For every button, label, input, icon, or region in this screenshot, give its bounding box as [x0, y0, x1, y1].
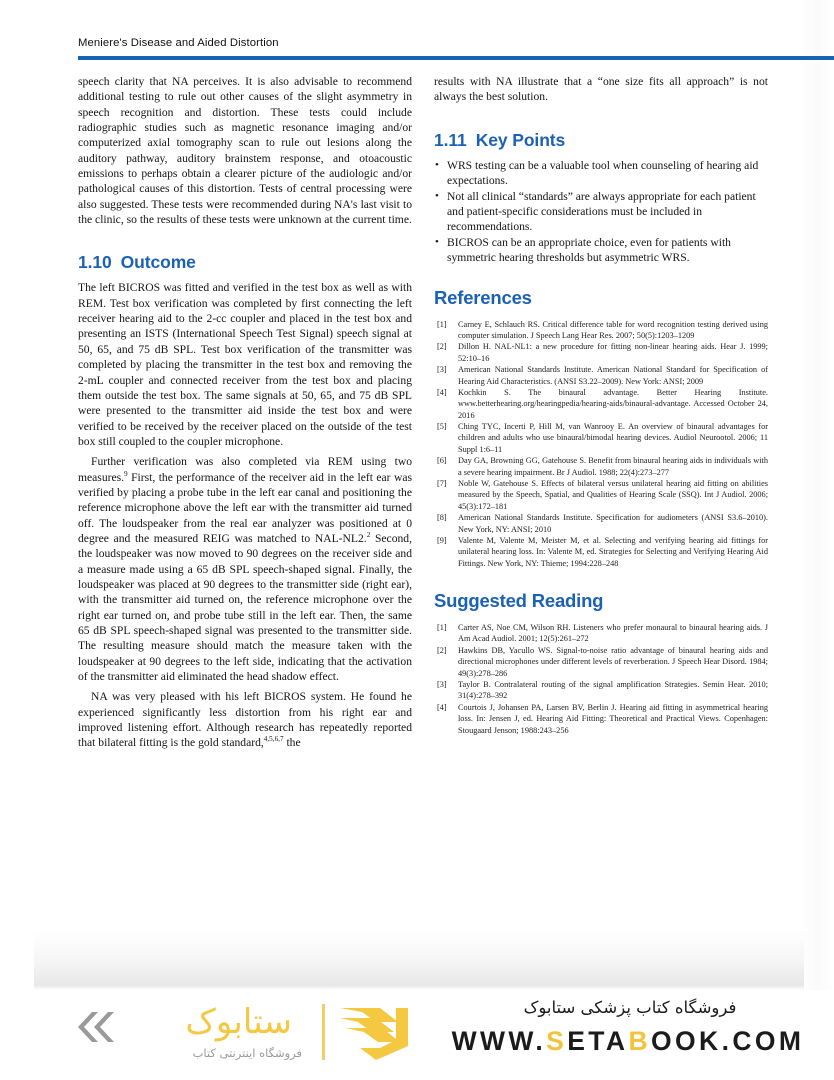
url-letter-s: S — [546, 1026, 568, 1056]
url-prefix: WWW. — [451, 1026, 547, 1056]
site-url — [430, 1026, 826, 1057]
spacer — [434, 266, 768, 286]
section-number: 1.10 — [78, 252, 112, 273]
left-column — [78, 74, 412, 751]
reference-number: [2] — [437, 342, 447, 352]
reference-text: Valente M, Valente M, Meister M, et al. Selecting and verifying hearing aid fittings for unilateral hearing loss. In: Valente M, ed. Strategies for Selecting and Verifying Hearing Aid Fittings. New York, NY: Thieme; 1994:228–248 — [458, 536, 768, 568]
logo-divider — [322, 1004, 325, 1060]
reference-item — [434, 478, 768, 511]
reference-text: Carney E, Schlauch RS. Critical difference table for word recognition testing derived using computer simulation. J Speech Lang Hear Res. 2007; 50(5):1203–1209 — [458, 319, 768, 340]
reference-text: Kochkin S. The binaural advantage. Better Hearing Institute. www.betterhearing.org/hearingpedia/hearing-aids/binaural-advantage. Accessed October 24, 2016 — [458, 388, 768, 420]
page-scan-shadow — [34, 930, 804, 990]
running-head-text: Meniere's Disease and Aided Distortion — [78, 37, 279, 49]
reference-number: [2] — [437, 646, 447, 656]
section-number: 1.11 — [434, 129, 467, 150]
double-chevron-icon — [72, 1010, 116, 1044]
reference-text: Noble W, Gatehouse S. Effects of bilateral versus unilateral hearing aid fitting on abilities measured by the Speech, Spatial, and Qualities of Hearing Scale (SSQ). Int J Audiol. 2006; 45(3):172–181 — [458, 479, 768, 511]
list-item: • WRS testing can be a valuable tool when counseling of hearing aid expectations. — [434, 158, 768, 189]
paragraph-outcome-2 — [78, 454, 412, 684]
spacer — [434, 151, 768, 158]
reference-number: [4] — [437, 703, 447, 713]
running-head — [78, 36, 818, 50]
reference-text: Dillon H. NAL-NL1: a new procedure for fitting non-linear hearing aids. Hear J. 1999; 52:10–16 — [458, 342, 768, 363]
reference-number: [9] — [437, 536, 447, 546]
header-rule — [78, 56, 834, 60]
setabook-s-mark-icon — [336, 1006, 416, 1062]
right-column — [434, 74, 768, 736]
para3-text-b: the — [283, 736, 301, 750]
list-item: • Not all clinical “standards” are always appropriate for each patient and patient-specific considerations must be included in recommendations. — [434, 189, 768, 235]
reference-item — [434, 455, 768, 477]
reference-number: [1] — [437, 319, 447, 329]
logo-subtitle: فروشگاه اینترنتی کتاب — [192, 1046, 302, 1060]
spacer — [78, 227, 412, 251]
setabook-logo — [72, 998, 402, 1074]
paragraph-continued: speech clarity that NA perceives. It is also advisable to recommend additional testing to rule out other causes of the slight asymmetry in speech recognition and distortion. These tests could include radiographic studies such as magnetic resonance imaging and/or computerized axial tomography scan to rule out lesions along the auditory pathway, auditory brainstem response, and otoacoustic emissions to perhaps obtain a clearer picture of the audiologic and/or pathological causes of this distortion. Tests of central processing were also suggested. These tests were recommended during NA's last visit to the clinic, so the results of these tests were unknown at the current time. — [78, 75, 412, 227]
para3-text-a: NA was very pleased with his left BICROS system. He found he experienced significantly less distortion from his right ear and improved listening effort. Although research has repeatedly reported that bilateral fitting is the gold standard, — [78, 690, 412, 750]
url-suffix: OOK.COM — [651, 1026, 805, 1056]
site-tagline: فروشگاه کتاب پزشکی ستابوک — [523, 998, 737, 1017]
reference-item — [434, 702, 768, 735]
spacer — [434, 612, 768, 622]
section-heading-outcome — [78, 251, 412, 273]
reference-number: [5] — [437, 422, 447, 432]
reference-number: [4] — [437, 388, 447, 398]
reference-number: [1] — [437, 623, 447, 633]
reference-text: American National Standards Institute. American National Standard for Specification of Hearing Aid Characteristics. (ANSI S3.22–2009). New York: ANSI; 2009 — [458, 365, 768, 386]
reference-item — [434, 679, 768, 701]
paragraph-continued-right: results with NA illustrate that a “one size fits all approach” is not always the best solution. — [434, 75, 768, 104]
reference-text: Ching TYC, Incerti P, Hill M, van Wanrooy E. An overview of binaural advantages for children and adults who use binaural/bimodal hearing devices. Audiol Neurootol. 2006; 11 Suppl 1:6–11 — [458, 422, 768, 454]
suggested-reading-list — [434, 622, 768, 735]
spacer — [434, 309, 768, 319]
reference-text: Day GA, Browning GG, Gatehouse S. Benefit from binaural hearing aids in individuals with a severe hearing impairment. Br J Audiol. 1988; 22(4):273–277 — [458, 456, 768, 477]
paragraph-outcome-1: The left BICROS was fitted and verified in the test box as well as with REM. Test box verification was completed by first connecting the left receiver hearing aid to the 2-cc coupler and placed in the test box and presenting an ISTS (International Speech Test Signal) speech signal at 50, 65, and 75 dB SPL. Test box verification of the transmitter was completed by placing the transmitter in the test box and removing the 2-mL coupler and connected receiver from the test box and placing them outside the test box. The same signals at 50, 65, and 75 dB SPL were presented to the transmitter aid inside the test box and were verified to be received by the receiver placed on the outside of the test box still coupled to the coupler microphone. — [78, 281, 412, 448]
section-heading-key-points — [434, 129, 768, 151]
reference-item — [434, 364, 768, 386]
spacer — [434, 569, 768, 589]
reference-item — [434, 319, 768, 341]
reference-number: [3] — [437, 680, 447, 690]
reference-text: American National Standards Institute. Specification for audiometers (ANSI S3.6–2010). New York, NY: ANSI; 2010 — [458, 513, 768, 534]
section-title: Outcome — [120, 252, 196, 273]
references-list — [434, 319, 768, 569]
footnote-ref-9: 9 — [124, 469, 128, 478]
reference-item — [434, 535, 768, 568]
spacer — [434, 105, 768, 129]
list-item: • BICROS can be an appropriate choice, even for patients with symmetric hearing thresholds but asymmetric WRS. — [434, 235, 768, 266]
reference-item — [434, 645, 768, 678]
reference-item — [434, 512, 768, 534]
reference-number: [8] — [437, 513, 447, 523]
reference-number: [3] — [437, 365, 447, 375]
para2-text-a: Further verification was also completed via REM using two measures. — [78, 455, 412, 484]
references-heading: References — [434, 286, 532, 308]
reference-text: Carter AS, Noe CM, Wilson RH. Listeners who prefer monaural to binaural hearing aids. J Am Acad Audiol. 2001; 12(5):261–272 — [458, 623, 768, 644]
footnote-ref-4567: 4,5,6,7 — [263, 735, 284, 744]
section-title: Key Points — [475, 129, 566, 150]
body-columns — [78, 74, 768, 814]
logo-wordmark: ستابوک — [185, 1002, 292, 1042]
paragraph-outcome-3 — [78, 689, 412, 750]
reference-item — [434, 387, 768, 420]
reference-number: [6] — [437, 456, 447, 466]
reference-item — [434, 622, 768, 644]
reference-text: Courtois J, Johansen PA, Larsen BV, Berlin J. Hearing aid fitting in asymmetrical hearing loss. In: Jensen J, ed. Hearing Aid Fitting: Theoretical and Practical Views. Copenhagen: Stougaard Jenson; 1988:243–256 — [458, 703, 768, 735]
watermark-footer — [0, 990, 834, 1080]
footnote-ref-2: 2 — [366, 531, 371, 540]
url-letter-b: B — [628, 1026, 652, 1056]
reference-item — [434, 341, 768, 363]
reference-number: [7] — [437, 479, 447, 489]
para2-text-b: First, the performance of the receiver aid in the left ear was verified by placing a probe tube in the left ear canal and positioning the reference microphone above the left ear with the transmitter aid turned off. The loudspeaker from the real ear analyzer was positioned at 0 degree and the measured REIG was matched to NAL-NL2. — [78, 470, 412, 545]
spacer — [78, 273, 412, 280]
suggested-reading-heading: Suggested Reading — [434, 590, 604, 612]
reference-text: Hawkins DB, Yacullo WS. Signal-to-noise ratio advantage of binaural hearing aids and directional microphones under different levels of reverberation. J Speech Hear Disord. 1984; 49(3):278–286 — [458, 646, 768, 678]
page-edge-shadow — [796, 0, 834, 990]
key-points-list — [434, 158, 768, 266]
reference-text: Taylor B. Contralateral routing of the signal amplification Strategies. Semin Hear. 2010; 31(4):278–392 — [458, 680, 768, 701]
reference-item — [434, 421, 768, 454]
url-letters-eta: ETA — [567, 1026, 629, 1056]
para2-text-c: Second, the loudspeaker was now moved to 90 degrees on the receiver side and a measure made using a 65 dB SPL speech-shaped signal. Finally, the loudspeaker was placed at 90 degrees to the transmitter side (right ear), with the transmitter aid turned on, the reference microphone over the right ear turned on, and probe tube still in the left ear. Then, the same 65 dB SPL speech-shaped signal was presented to the transmitter side. The resulting measure should match the measure taken with the loudspeaker at 90 degrees to the left side, indicating that the activation of the transmitter aid eliminated the head shadow effect. — [78, 531, 412, 684]
